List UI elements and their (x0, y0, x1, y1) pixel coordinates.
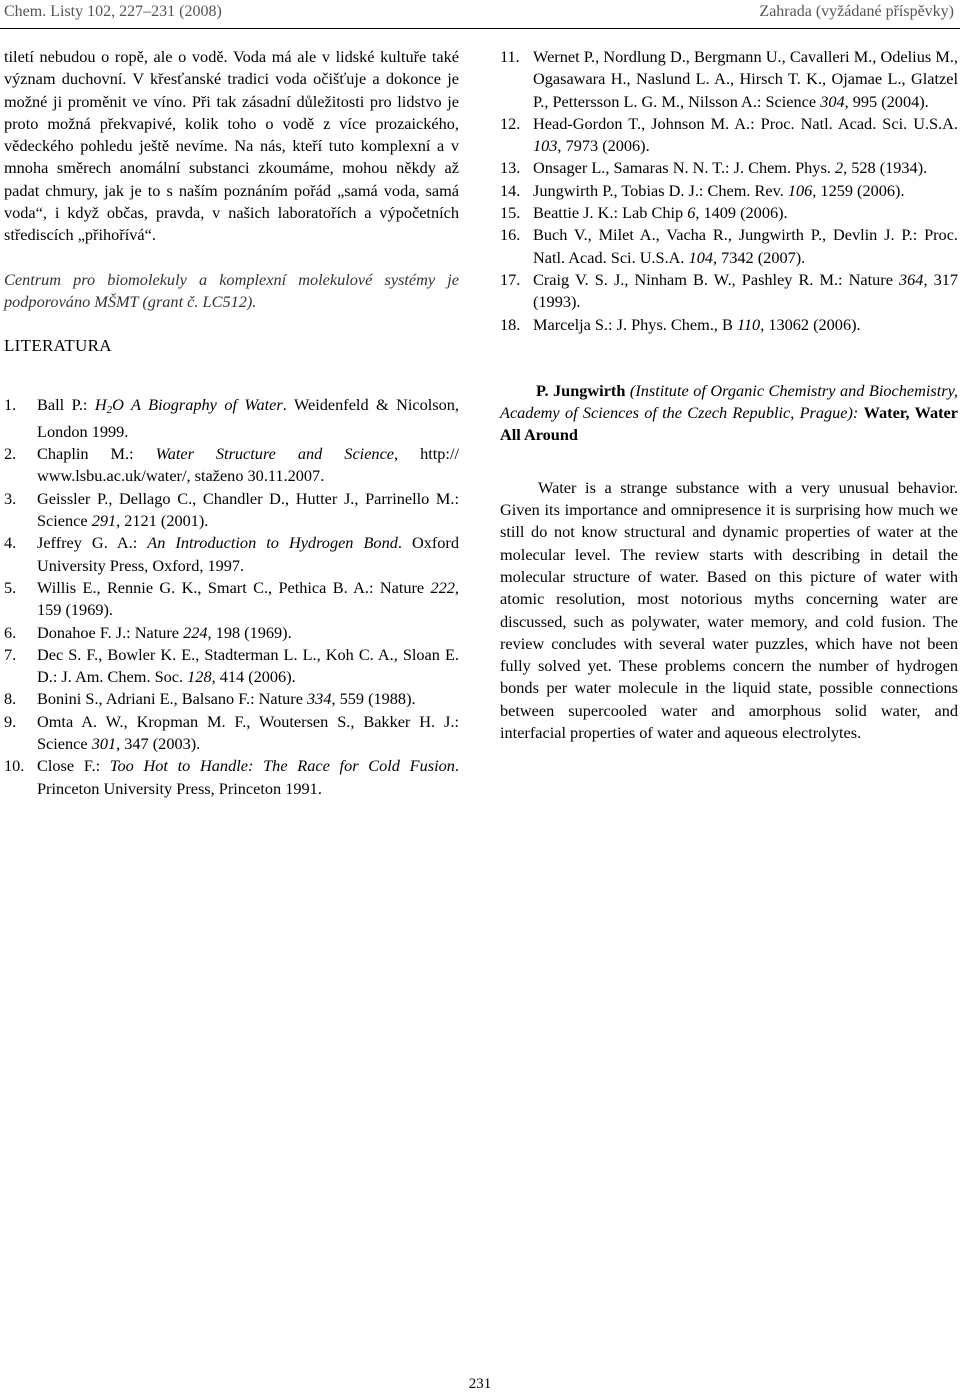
reference-item (4, 644, 459, 689)
abstract-body: Water is a strange substance with a very unusual behavior. Given its importance and omnipresence it is surprising how much we still do not know structural and dynamic properties of water at the molecular level. The review starts with describing in detail the molecular structure of water. Based on this picture of water with atomic resolution, most notorious myths concerning water are discussed, such as polywater, water memory, and cold fusion. The review concludes with several water puzzles, which have not been fully solved yet. These problems concern the number of hydrogen bonds per water molecule in the liquid state, possible connections between supercooled water and amorphous solid water, and interfacial properties of water and aqueous electrolytes. (500, 477, 958, 743)
reference-authors: Willis E., Rennie G. K., Smart C., Pethica B. A.: Nature (37, 577, 431, 597)
reference-rest: , 995 (2004). (844, 91, 929, 111)
reference-volume: 301 (91, 734, 117, 754)
page-number: 231 (468, 1376, 492, 1392)
reference-authors: Chaplin M.: (37, 444, 156, 464)
abstract-affiliation: (Institute of Organic Chemistry and Biochemistry, Academy of Sciences of the Czech Republic, Prague): (500, 380, 958, 423)
reference-list-left (4, 394, 459, 800)
subscript: 2 (106, 403, 113, 416)
reference-authors: Close F.: (37, 756, 110, 776)
reference-item (4, 488, 459, 533)
reference-volume: 106 (787, 180, 813, 200)
reference-item (4, 711, 459, 756)
reference-number: 11. (500, 47, 520, 66)
reference-rest: , 528 (1934). (843, 158, 928, 178)
reference-rest: . Princeton University Press, Princeton 1991. (37, 756, 459, 798)
reference-authors: Jeffrey G. A.: (37, 533, 148, 553)
reference-item (4, 688, 459, 710)
reference-number: 2. (4, 444, 17, 464)
reference-number: 7. (4, 644, 17, 664)
reference-volume: 103 (533, 136, 558, 156)
reference-title: An Introduction to Hydrogen Bond (147, 533, 398, 553)
reference-item (4, 577, 459, 622)
running-header (0, 0, 960, 30)
reference-item (500, 202, 958, 224)
left-column (4, 46, 459, 800)
reference-list-right (500, 46, 958, 336)
reference-item (500, 314, 958, 336)
reference-item (500, 269, 958, 314)
reference-item (4, 755, 459, 800)
reference-item (500, 224, 958, 269)
reference-number: 13. (500, 158, 521, 178)
reference-number: 16. (500, 225, 521, 245)
reference-item (500, 157, 958, 179)
reference-title: $H_2O$ A Biography of Water (94, 394, 283, 416)
reference-number: 5. (4, 577, 17, 597)
reference-volume: 304 (820, 91, 845, 111)
reference-authors: Ball P.: (37, 394, 95, 414)
reference-title: Too Hot to Handle: The Race for Cold Fusion (109, 756, 455, 776)
literature-heading: LITERATURA (4, 336, 112, 356)
reference-item (4, 394, 459, 444)
reference-rest: , 2121 (2001). (116, 511, 209, 531)
body-paragraph: tiletí nebudou o ropě, ale o vodě. Voda má ale v lidské kultuře také význam duchovní. V křesťanské tradici voda očišťuje a dokonce je možné ji proměnit ve víno. Při tak zásadní důležitosti pro lidstvo je proto možná překvapivé, kolik toho o vodě z více prozaického, vědeckého pohledu ještě nevíme. Na nás, kteří tuto komplexní a v mnoha směrech anomální substanci zkoumáme, mohou někdy až padat chmury, jak je to s naším poznáním pořád „samá voda, samá voda“, i když občas, pravda, v našich laboratořích a výpočetních střediscích „přihořívá“. (4, 47, 459, 245)
reference-rest: , 7973 (2006). (557, 136, 650, 156)
reference-volume: 222 (430, 577, 455, 597)
header-rule (0, 28, 960, 29)
reference-authors: Head-Gordon T., Johnson M. A.: Proc. Natl. Acad. Sci. U.S.A. (533, 113, 958, 133)
reference-rest: , 559 (1988). (331, 689, 416, 709)
reference-title: Water Structure and Science (155, 444, 395, 464)
reference-authors: Bonini S., Adriani E., Balsano F.: Nature (37, 689, 308, 709)
reference-item (500, 46, 958, 113)
reference-number: 4. (4, 533, 17, 553)
abstract-author: P. Jungwirth (536, 380, 626, 400)
reference-authors: Jungwirth P., Tobias D. J.: Chem. Rev. (533, 180, 788, 200)
reference-number: 18. (500, 314, 521, 334)
reference-number: 17. (500, 269, 521, 289)
reference-rest: , 159 (1969). (37, 577, 459, 620)
reference-rest: , 13062 (2006). (760, 314, 861, 334)
reference-item (4, 443, 459, 488)
reference-rest: . Oxford University Press, Oxford, 1997. (37, 533, 459, 575)
reference-rest: , 347 (2003). (116, 734, 201, 754)
reference-item (500, 180, 958, 202)
reference-authors: Donahoe F. J.: Nature (37, 622, 184, 642)
reference-number: 6. (4, 622, 17, 642)
abstract-heading (500, 380, 958, 447)
reference-item (500, 113, 958, 158)
reference-number: 1. (4, 394, 17, 414)
reference-authors: Buch V., Milet A., Vacha R., Jungwirth P., Devlin J. P.: Proc. Natl. Acad. Sci. U.S.A. (533, 225, 958, 267)
reference-authors: Omta A. W., Kropman M. F., Woutersen S., Bakker H. J.: Science (37, 711, 459, 754)
reference-item (4, 532, 459, 577)
reference-authors: Geissler P., Dellago C., Chandler D., Hutter J., Parrinello M.: Science (37, 488, 459, 531)
reference-rest: , 1409 (2006). (695, 203, 788, 223)
reference-rest: , 317 (1993). (533, 269, 958, 312)
reference-rest: , 7342 (2007). (712, 247, 806, 267)
reference-volume: 2 (834, 158, 844, 178)
abstract-title: Water, Water All Around (500, 403, 958, 445)
reference-authors: Wernet P., Nordlung D., Bergmann U., Cavalleri M., Odelius M., Ogasawara H., Naslund L. A., Hirsch T. K., Ojamae L., Glatzel P., Pettersson L. G. M., Nilsson A.: Science (533, 47, 958, 111)
reference-volume: 110 (736, 314, 761, 334)
reference-rest: , 414 (2006). (211, 667, 296, 687)
reference-rest: , http:// www.lsbu.ac.uk/water/, staženo 30.11.2007. (37, 444, 459, 486)
reference-rest: . Weidenfeld & Nicolson, London 1999. (37, 394, 459, 441)
acknowledgement: Centrum pro biomolekuly a komplexní molekulové systémy je podporováno MŠMT (grant č. LC512). (4, 269, 459, 311)
reference-volume: 334 (307, 689, 332, 709)
reference-item (4, 622, 459, 644)
reference-authors: Beattie J. K.: Lab Chip (533, 203, 688, 223)
reference-number: 14. (500, 180, 521, 200)
reference-authors: Craig V. S. J., Ninham B. W., Pashley R. M.: Nature (533, 269, 900, 289)
reference-rest: , 1259 (2006). (812, 180, 905, 200)
reference-authors: Marcelja S.: J. Phys. Chem., B (533, 314, 737, 334)
reference-volume: 128 (187, 667, 212, 687)
reference-volume: 291 (91, 511, 117, 531)
reference-number: 10. (4, 756, 25, 776)
reference-number: 15. (500, 203, 521, 223)
reference-volume: 104 (688, 247, 713, 267)
journal-citation: Chem. Listy 102, 227–231 (2008) (4, 3, 222, 20)
reference-volume: 364 (899, 269, 924, 289)
section-name: Zahrada (vyžádané příspěvky) (759, 3, 954, 20)
reference-authors: Onsager L., Samaras N. N. T.: J. Chem. Phys. (533, 158, 835, 178)
reference-number: 3. (4, 488, 17, 508)
reference-volume: 6 (687, 203, 696, 223)
reference-number: 9. (4, 711, 17, 731)
reference-rest: , 198 (1969). (207, 622, 292, 642)
right-column (500, 46, 958, 761)
reference-number: 12. (500, 113, 521, 133)
reference-number: 8. (4, 689, 17, 709)
reference-authors: Dec S. F., Bowler K. E., Stadterman L. L., Koh C. A., Sloan E. D.: J. Am. Chem. Soc. (37, 644, 459, 687)
reference-volume: 224 (183, 622, 208, 642)
